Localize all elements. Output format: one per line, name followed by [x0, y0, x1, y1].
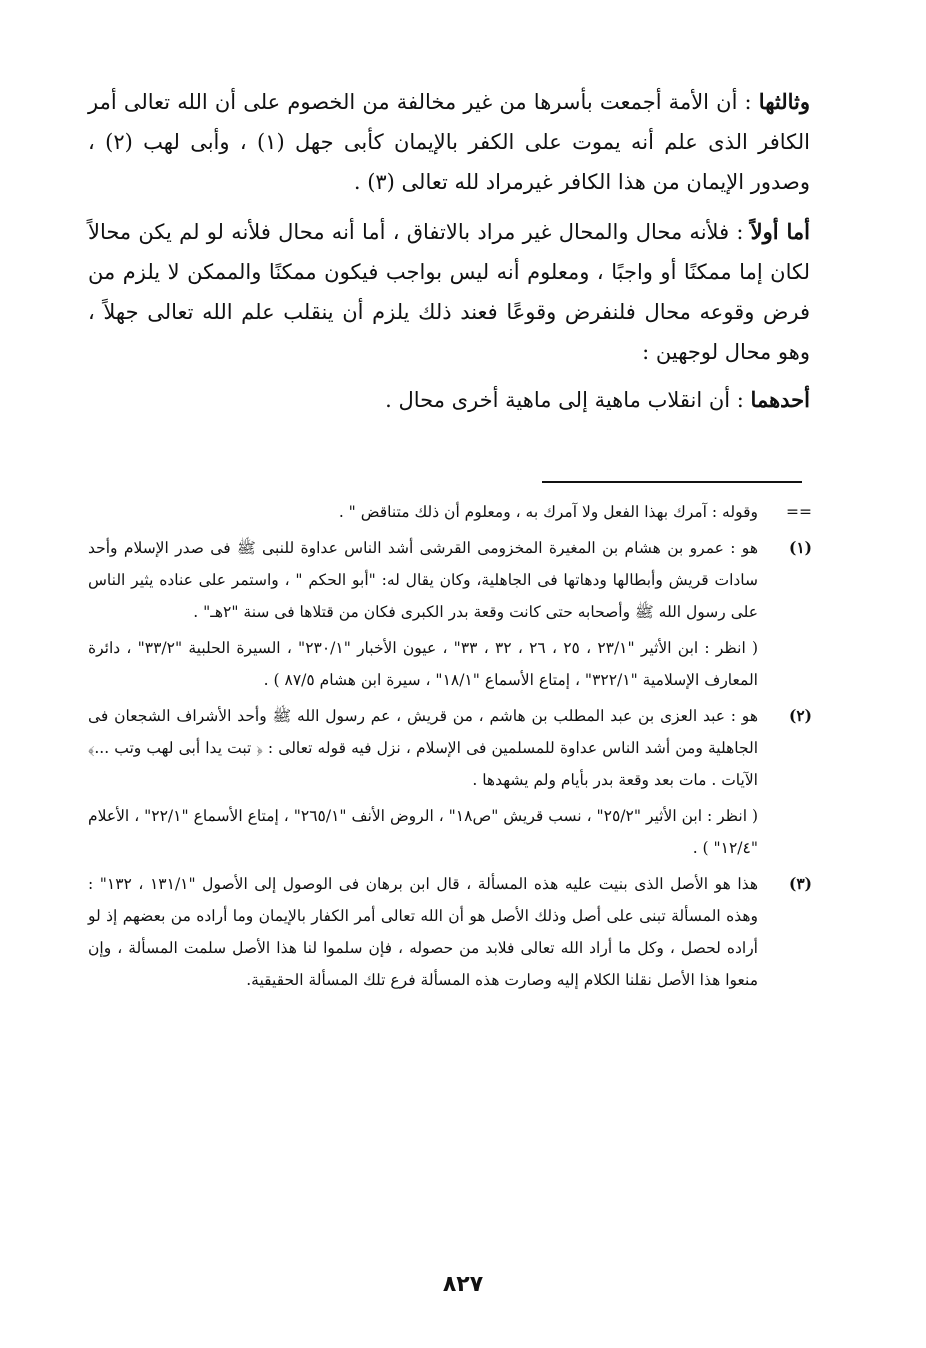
paragraph-lead: أحدهما: [750, 387, 810, 412]
footnote-text: هو : عمرو بن هشام بن المغيرة المخزومى القرشى أشد الناس عداوة للنبى ﷺ فى صدر الإسلام وأحد سادات قريش وأبطالها ودهاتها فى الجاهلية، وكان يقال له: "أبو الحكم " ، واستمر على عناده يثير الناس على رسول الله ﷺ وأصحابه حتى كانت وقعة بدر الكبرى فكان من قتلاها فى سنة "٢هـ" .: [88, 539, 758, 621]
footnote-sources: ( انظر : ابن الأثير "٢٥/٢" ، نسب قريش "ص١٨" ، الروض الأنف "٢٦٥/١" ، إمتاع الأسماع "٢٢/١" ، الأعلام "١٢/٤" ) .: [88, 807, 759, 857]
footnote-sources: ( انظر : ابن الأثير "٢٣/١ ، ٢٥ ، ٢٦ ، ٣٢ ، ٣٣" ، عيون الأخبار "٢٣٠/١" ، السيرة الحلبية "٣٣/٢" ، دائرة المعارف الإسلامية "٣٢٢/١" ، إمتاع الأسماع "١٨/١" ، سيرة ابن هشام ٨٧/٥ ) .: [88, 639, 759, 689]
paragraph-first-aspect: [88, 380, 810, 420]
footnote-continuation-marker: ==: [786, 503, 812, 521]
paragraph-third-argument: [88, 82, 810, 202]
paragraph-lead: وثالثها: [758, 89, 810, 114]
footnote-text: وقوله : آمرك بهذا الفعل ولا آمرك به ، ومعلوم أن ذلك متناقض " .: [338, 503, 758, 521]
footnote-number: (٢): [788, 706, 812, 725]
footnote-text: هو : عبد العزى بن عبد المطلب بن هاشم ، من قريش ، عم رسول الله ﷺ وأحد الأشراف الشجعان فى الجاهلية ومن أشد الناس عداوة للمسلمين فى الإسلام ، نزل فيه قوله تعالى : ﴿ تبت يدا أبى لهب وتب ...﴾ الآيات . مات بعد وقعة بدر بأيام ولم يشهدها .: [88, 707, 758, 789]
footnotes: [88, 496, 812, 996]
footnote-1: [88, 532, 812, 696]
paragraph-lead: أما أولاً: [750, 219, 810, 244]
footnote-text: هذا هو الأصل الذى بنيت عليه هذه المسألة ، قال ابن برهان فى الوصول إلى الأصول "١٣١/١ ، ١٣٢" : وهذه المسألة تبنى على أصل وذلك الأصل هو أن الله تعالى أمر الكفار بالإيمان وما أراده من بعضهم إذ لو أراده لحصل ، وكل ما أراد الله تعالى فلابد من حصوله ، فإن سلموا لنا هذا الأصل سلمت المسألة ، وإن منعوا هذا الأصل نقلنا الكلام إليه وصارت هذه المسألة فرع تلك المسألة الحقيقية.: [88, 875, 759, 989]
footnote-2: [88, 700, 812, 864]
paragraph-body: : أن الأمة أجمعت بأسرها من غير مخالفة من الخصوم على أن الله تعالى أمر الكافر الذى علم أنه يموت على الكفر بالإيمان كأبى جهل (١) ، وأبى لهب (٢) ، وصدور الإيمان من هذا الكافر غيرمراد لله تعالى (٣) .: [88, 90, 810, 194]
paragraph-body: : أن انقلاب ماهية إلى ماهية أخرى محال .: [385, 388, 744, 412]
paragraph-first-point: [88, 212, 810, 372]
footnote-3: [88, 868, 812, 996]
footnote-separator: [542, 481, 802, 483]
main-text: [88, 82, 810, 428]
footnote-number: (٣): [788, 874, 812, 893]
footnote-number: (١): [788, 538, 812, 557]
footnote-continuation: [88, 496, 812, 528]
paragraph-body: : فلأنه محال والمحال غير مراد بالاتفاق ، أما أنه محال فلأنه لو لم يكن محالاً لكان إما ممكنًا أو واجبًا ، ومعلوم أنه ليس بواجب فيكون ممكنًا والممكن لا يلزم من فرض وقوعه محال فلنفرض وقوعًا فعند ذلك يلزم أن ينقلب علم الله تعالى جهلاً ، وهو محال لوجهين :: [88, 220, 810, 364]
page-number: ٨٢٧: [442, 1272, 484, 1297]
